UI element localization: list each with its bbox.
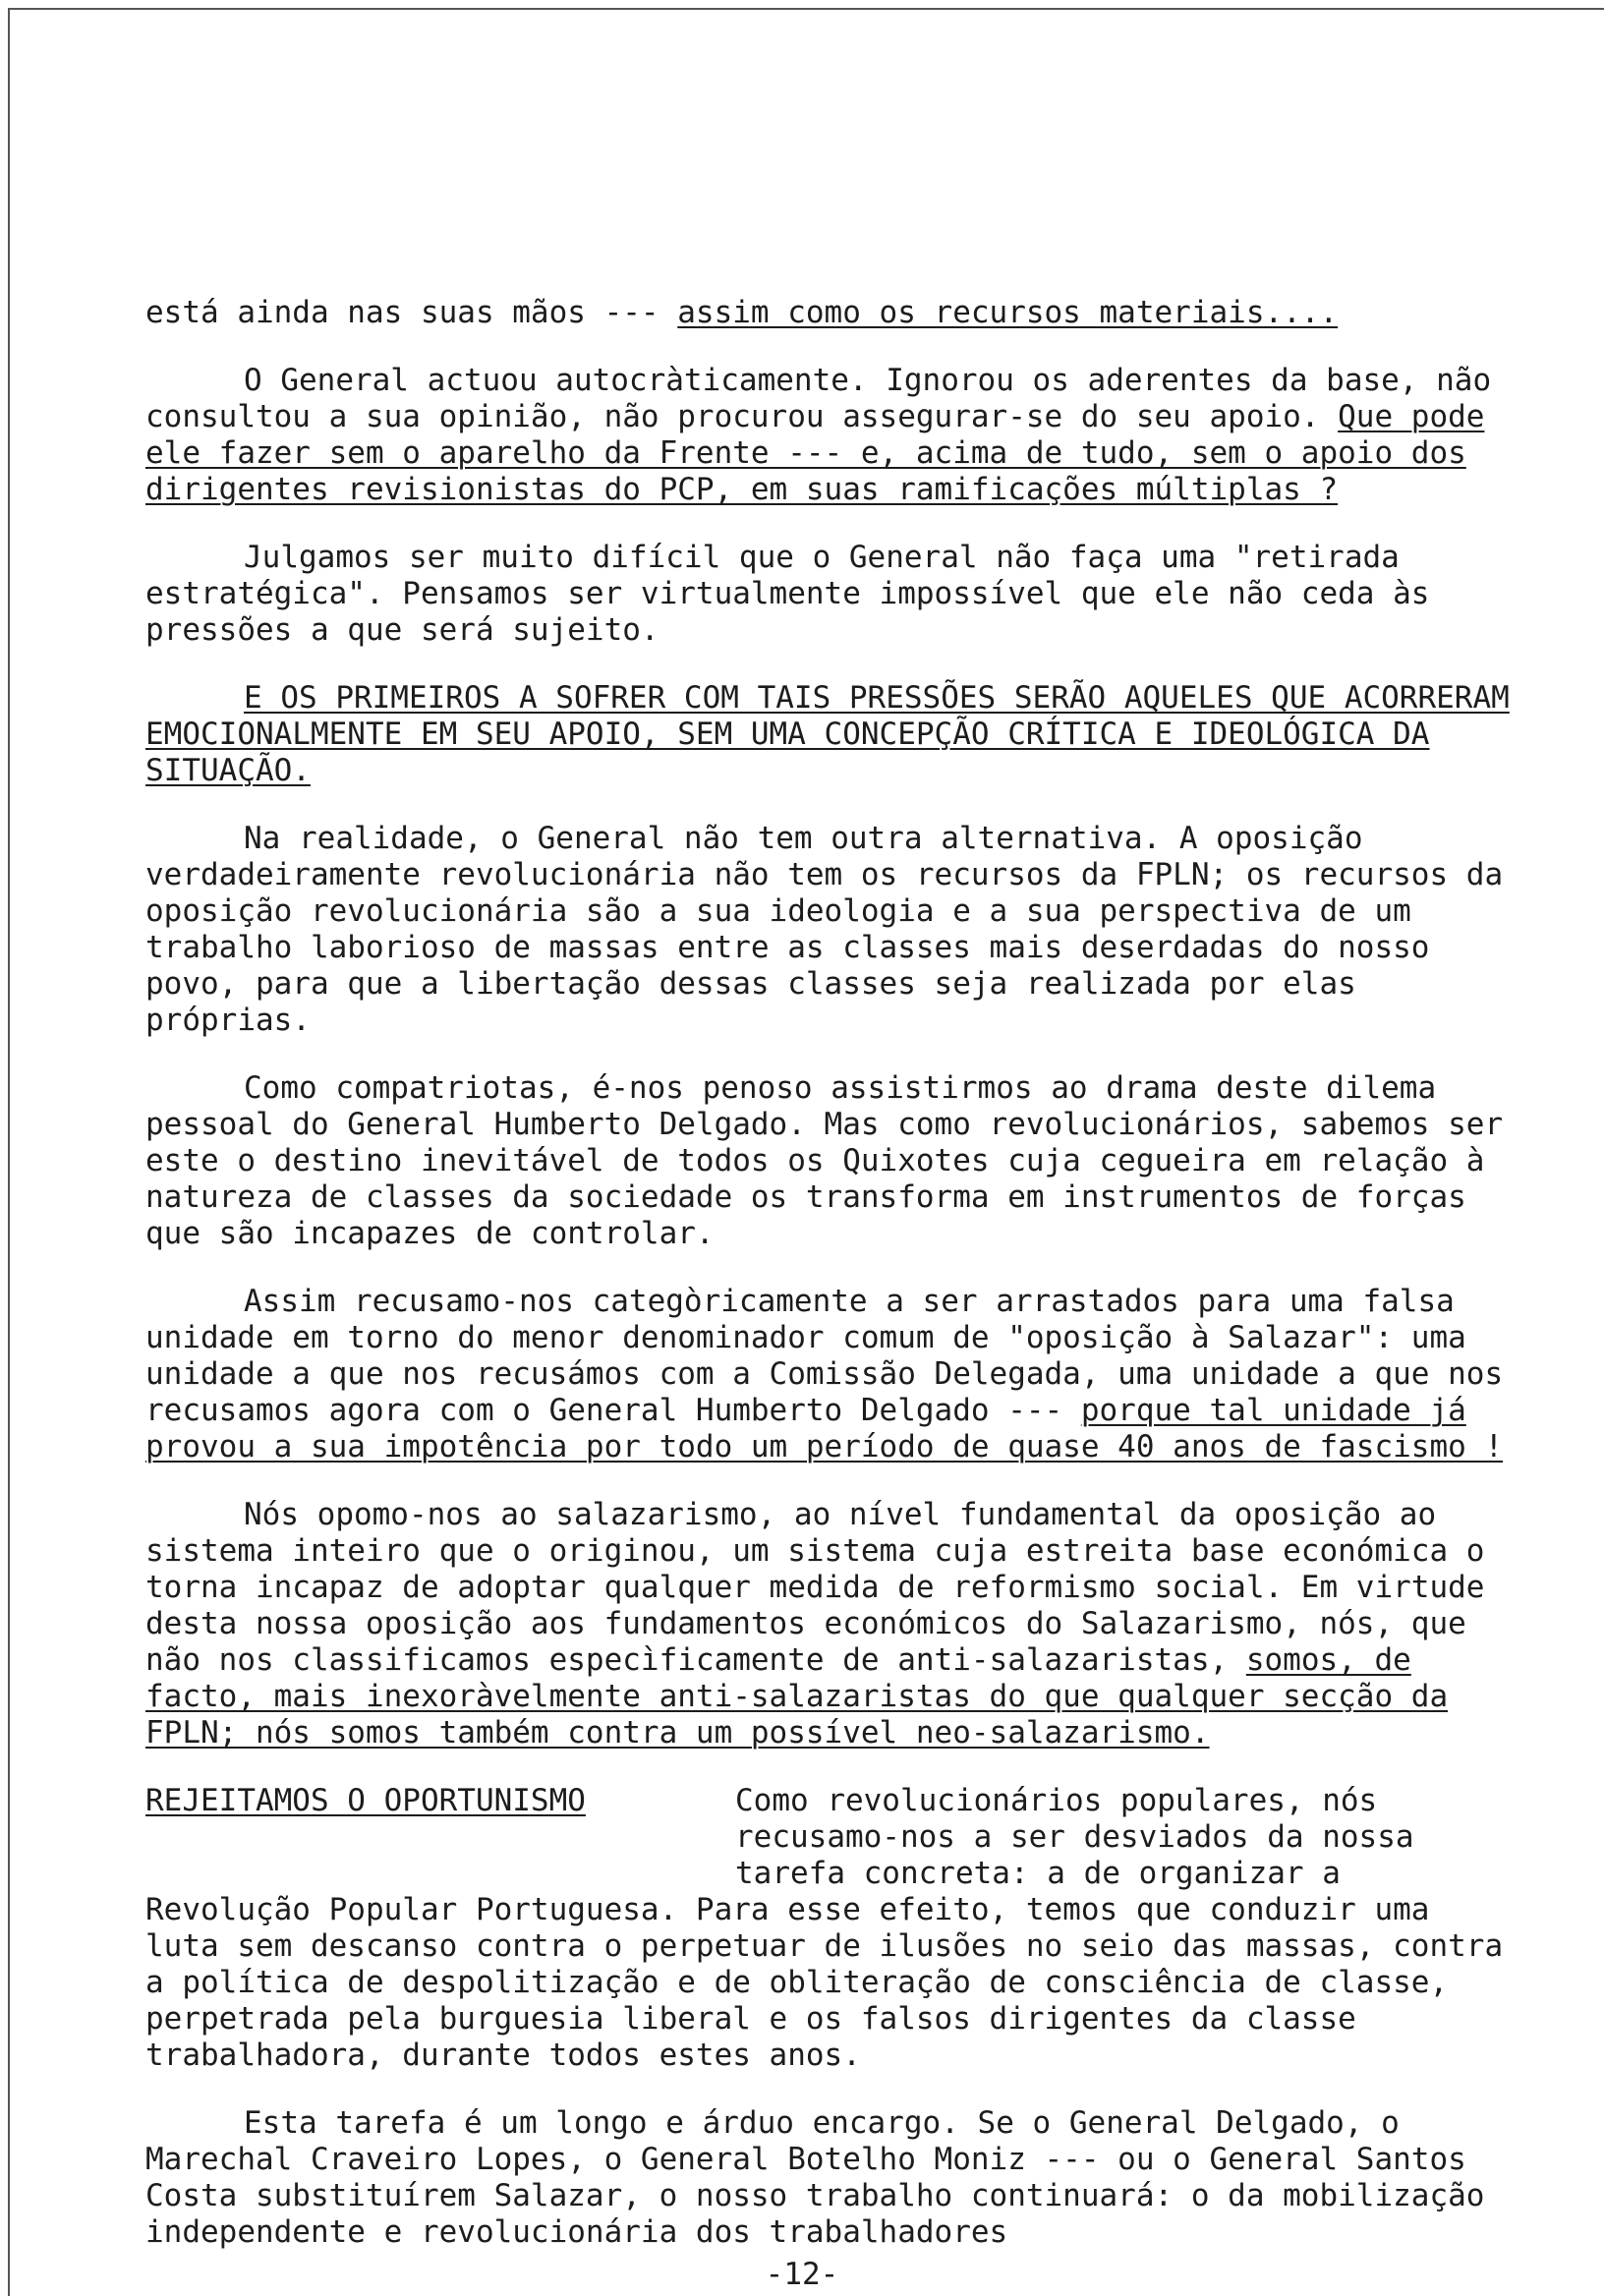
paragraph-caps-warning bbox=[145, 680, 1512, 789]
page-border-top bbox=[8, 8, 1604, 10]
document-body bbox=[145, 295, 1512, 2282]
underlined-text: Que pode ele fazer sem o aparelho da Frente --- e, acima de tudo, sem o apoio dos dirigentes revisionistas do PCP, em suas ramificações múltiplas ? bbox=[145, 399, 1485, 507]
paragraph-compatriots: Como compatriotas, é-nos penoso assistirmos ao drama deste dilema pessoal do General Humberto Delgado. Mas como revolucionários, sabemos ser este o destino inevitável de todos os Quixotes cuja cegueira em relação à natureza de classes da sociedade os transforma em instrumentos de forças que são incapazes de controlar. bbox=[145, 1070, 1504, 1251]
section-intro: Como revolucionários populares, nós recusamo-nos a ser desviados da nossa tarefa concreta: a de organizar a bbox=[735, 1783, 1414, 1891]
paragraph-general-autocratic: O General actuou autocràticamente. Ignorou os aderentes da base, não consultou a sua opinião, não procurou assegurar-se do seu apoio. Que pode ele fazer sem o aparelho da Frente --- e, acima de tudo, sem o apoio dos dirigentes revisionistas do PCP, em suas ramificações múltiplas ? bbox=[145, 363, 1492, 507]
page-number: -12- bbox=[765, 2257, 839, 2292]
section-heading: REJEITAMOS O OPORTUNISMO bbox=[145, 1783, 586, 1818]
underlined-text: E OS PRIMEIROS A SOFRER COM TAIS PRESSÕES SERÃO AQUELES QUE ACORRERAM EMOCIONALMENTE EM SEU APOIO, SEM UMA CONCEPÇÃO CRÍTICA E IDEOLÓGICA DA SITUAÇÃO. bbox=[145, 680, 1510, 788]
paragraph-popular-revolution: Revolução Popular Portuguesa. Para esse efeito, temos que conduzir uma luta sem descanso contra o perpetuar de ilusões no seio das massas, contra a política de despolitização e de obliteração de consciência de classe, perpetrada pela burguesia liberal e os falsos dirigentes da classe trabalhadora, durante todos estes anos. bbox=[145, 1892, 1504, 2073]
paragraph-false-unity: Assim recusamo-nos categòricamente a ser arrastados para uma falsa unidade em torno do menor denominador comum de "oposição à Salazar": uma unidade a que nos recusámos com a Comissão Delegada, uma unidade a que nos recusamos agora com o General Humberto Delgado --- porque tal unidade já provou a sua impotência por todo um período de quase 40 anos de fascismo ! bbox=[145, 1284, 1504, 1464]
paragraph-strategic-retreat: Julgamos ser muito difícil que o General não faça uma "retirada estratégica". Pensamos ser virtualmente impossível que ele não ceda às pressões a que será sujeito. bbox=[145, 540, 1430, 648]
underlined-text: somos, de facto, mais inexoràvelmente anti-salazaristas do que qualquer secção da FPLN; nós somos também contra um possível neo-salazarismo. bbox=[145, 1642, 1449, 1751]
paragraph-continuation: está ainda nas suas mãos --- assim como os recursos materiais.... bbox=[145, 295, 1339, 330]
underlined-text: assim como os recursos materiais.... bbox=[677, 295, 1339, 330]
underlined-text: porque tal unidade já provou a sua impotência por todo um período de quase 40 anos de fascismo ! bbox=[145, 1393, 1504, 1464]
page-border-left bbox=[8, 8, 10, 2296]
paragraph-long-task: Esta tarefa é um longo e árduo encargo. Se o General Delgado, o Marechal Craveiro Lopes, o General Botelho Moniz --- ou o General Santos Costa substituírem Salazar, o nosso trabalho continuará: o da mobilização independente e revolucionária dos trabalhadores bbox=[145, 2105, 1485, 2250]
paragraph-anti-salazarism: Nós opomo-nos ao salazarismo, ao nível fundamental da oposição ao sistema inteiro que o originou, um sistema cuja estreita base económica o torna incapaz de adoptar qualquer medida de reformismo social. Em virtude desta nossa oposição aos fundamentos económicos do Salazarismo, nós, que não nos classificamos especìficamente de anti-salazaristas, somos, de facto, mais inexoràvelmente anti-salazaristas do que qualquer secção da FPLN; nós somos também contra um possível neo-salazarismo. bbox=[145, 1497, 1485, 1751]
paragraph-no-alternative: Na realidade, o General não tem outra alternativa. A oposição verdadeiramente revolucionária não tem os recursos da FPLN; os recursos da oposição revolucionária são a sua ideologia e a sua perspectiva de um trabalho laborioso de massas entre as classes mais deserdadas do nosso povo, para que a libertação dessas classes seja realizada por elas próprias. bbox=[145, 821, 1504, 1038]
section-opportunism bbox=[145, 1783, 1512, 1892]
